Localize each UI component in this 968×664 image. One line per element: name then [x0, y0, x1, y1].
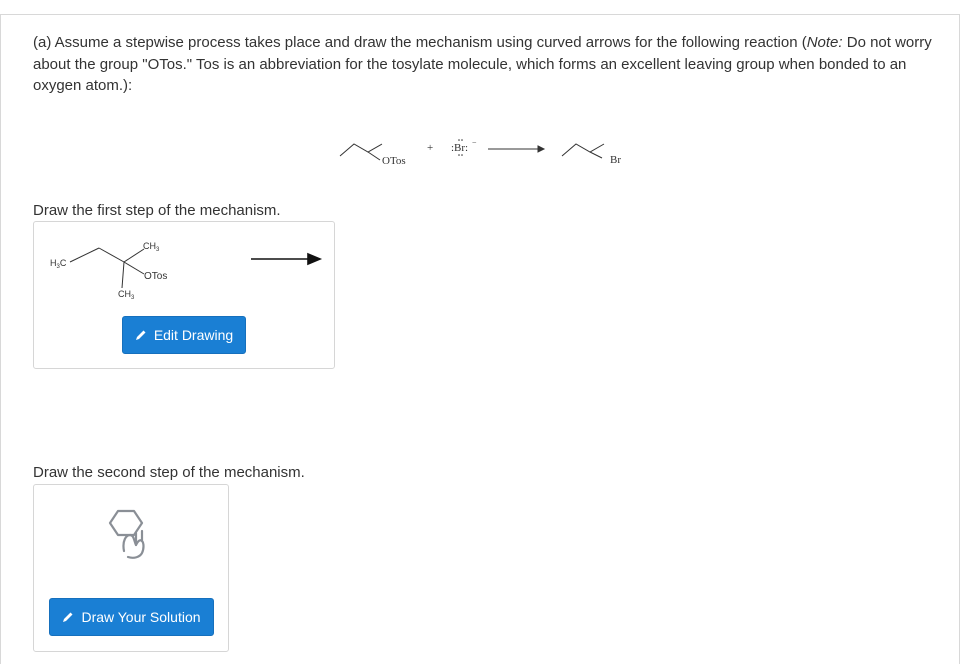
- reactant-group: OTos: [382, 155, 406, 167]
- draw-solution-label: Draw Your Solution: [81, 609, 201, 625]
- pencil-icon: [62, 611, 74, 623]
- reaction-scheme: [330, 128, 650, 176]
- step2-label: Draw the second step of the mechanism.: [33, 464, 305, 481]
- leaving-group: OTos: [144, 271, 168, 282]
- bromide-nucleophile: :Br:: [451, 142, 469, 154]
- step1-drawing-box: [33, 221, 335, 369]
- question-suffix: Do not worry about the group "OTos." Tos is an abbreviation for the tosylate molecule, which forms an excellent leaving group when bonded to an oxygen atom.):: [33, 34, 932, 94]
- step1-label: Draw the first step of the mechanism.: [33, 202, 281, 219]
- step1-arrow: [251, 254, 320, 264]
- step1-molecule: [34, 222, 334, 312]
- pencil-icon: [135, 329, 147, 341]
- bromide-charge: −: [472, 138, 477, 147]
- bottom-methyl: $CH_3$: [118, 289, 135, 301]
- left-methyl: $H_3C$: [50, 258, 67, 270]
- top-methyl: $CH_3$: [143, 241, 160, 253]
- question-prompt: [33, 32, 933, 97]
- product-skeleton: [562, 144, 604, 156]
- draw-solution-button[interactable]: [49, 598, 214, 636]
- question-prefix: (a) Assume a stepwise process takes place and draw the mechanism using curved arrows for the following reaction (: [33, 34, 807, 51]
- plus-sign: +: [427, 142, 434, 154]
- reactant-skeleton: [340, 144, 382, 156]
- edit-drawing-label: Edit Drawing: [153, 327, 234, 343]
- step2-drawing-box: [33, 484, 229, 652]
- note-label: Note:: [806, 34, 843, 51]
- drawing-tool-icon: [96, 505, 166, 561]
- reaction-arrow: [488, 146, 544, 152]
- edit-drawing-button[interactable]: [122, 316, 246, 354]
- product-group: Br: [610, 154, 621, 166]
